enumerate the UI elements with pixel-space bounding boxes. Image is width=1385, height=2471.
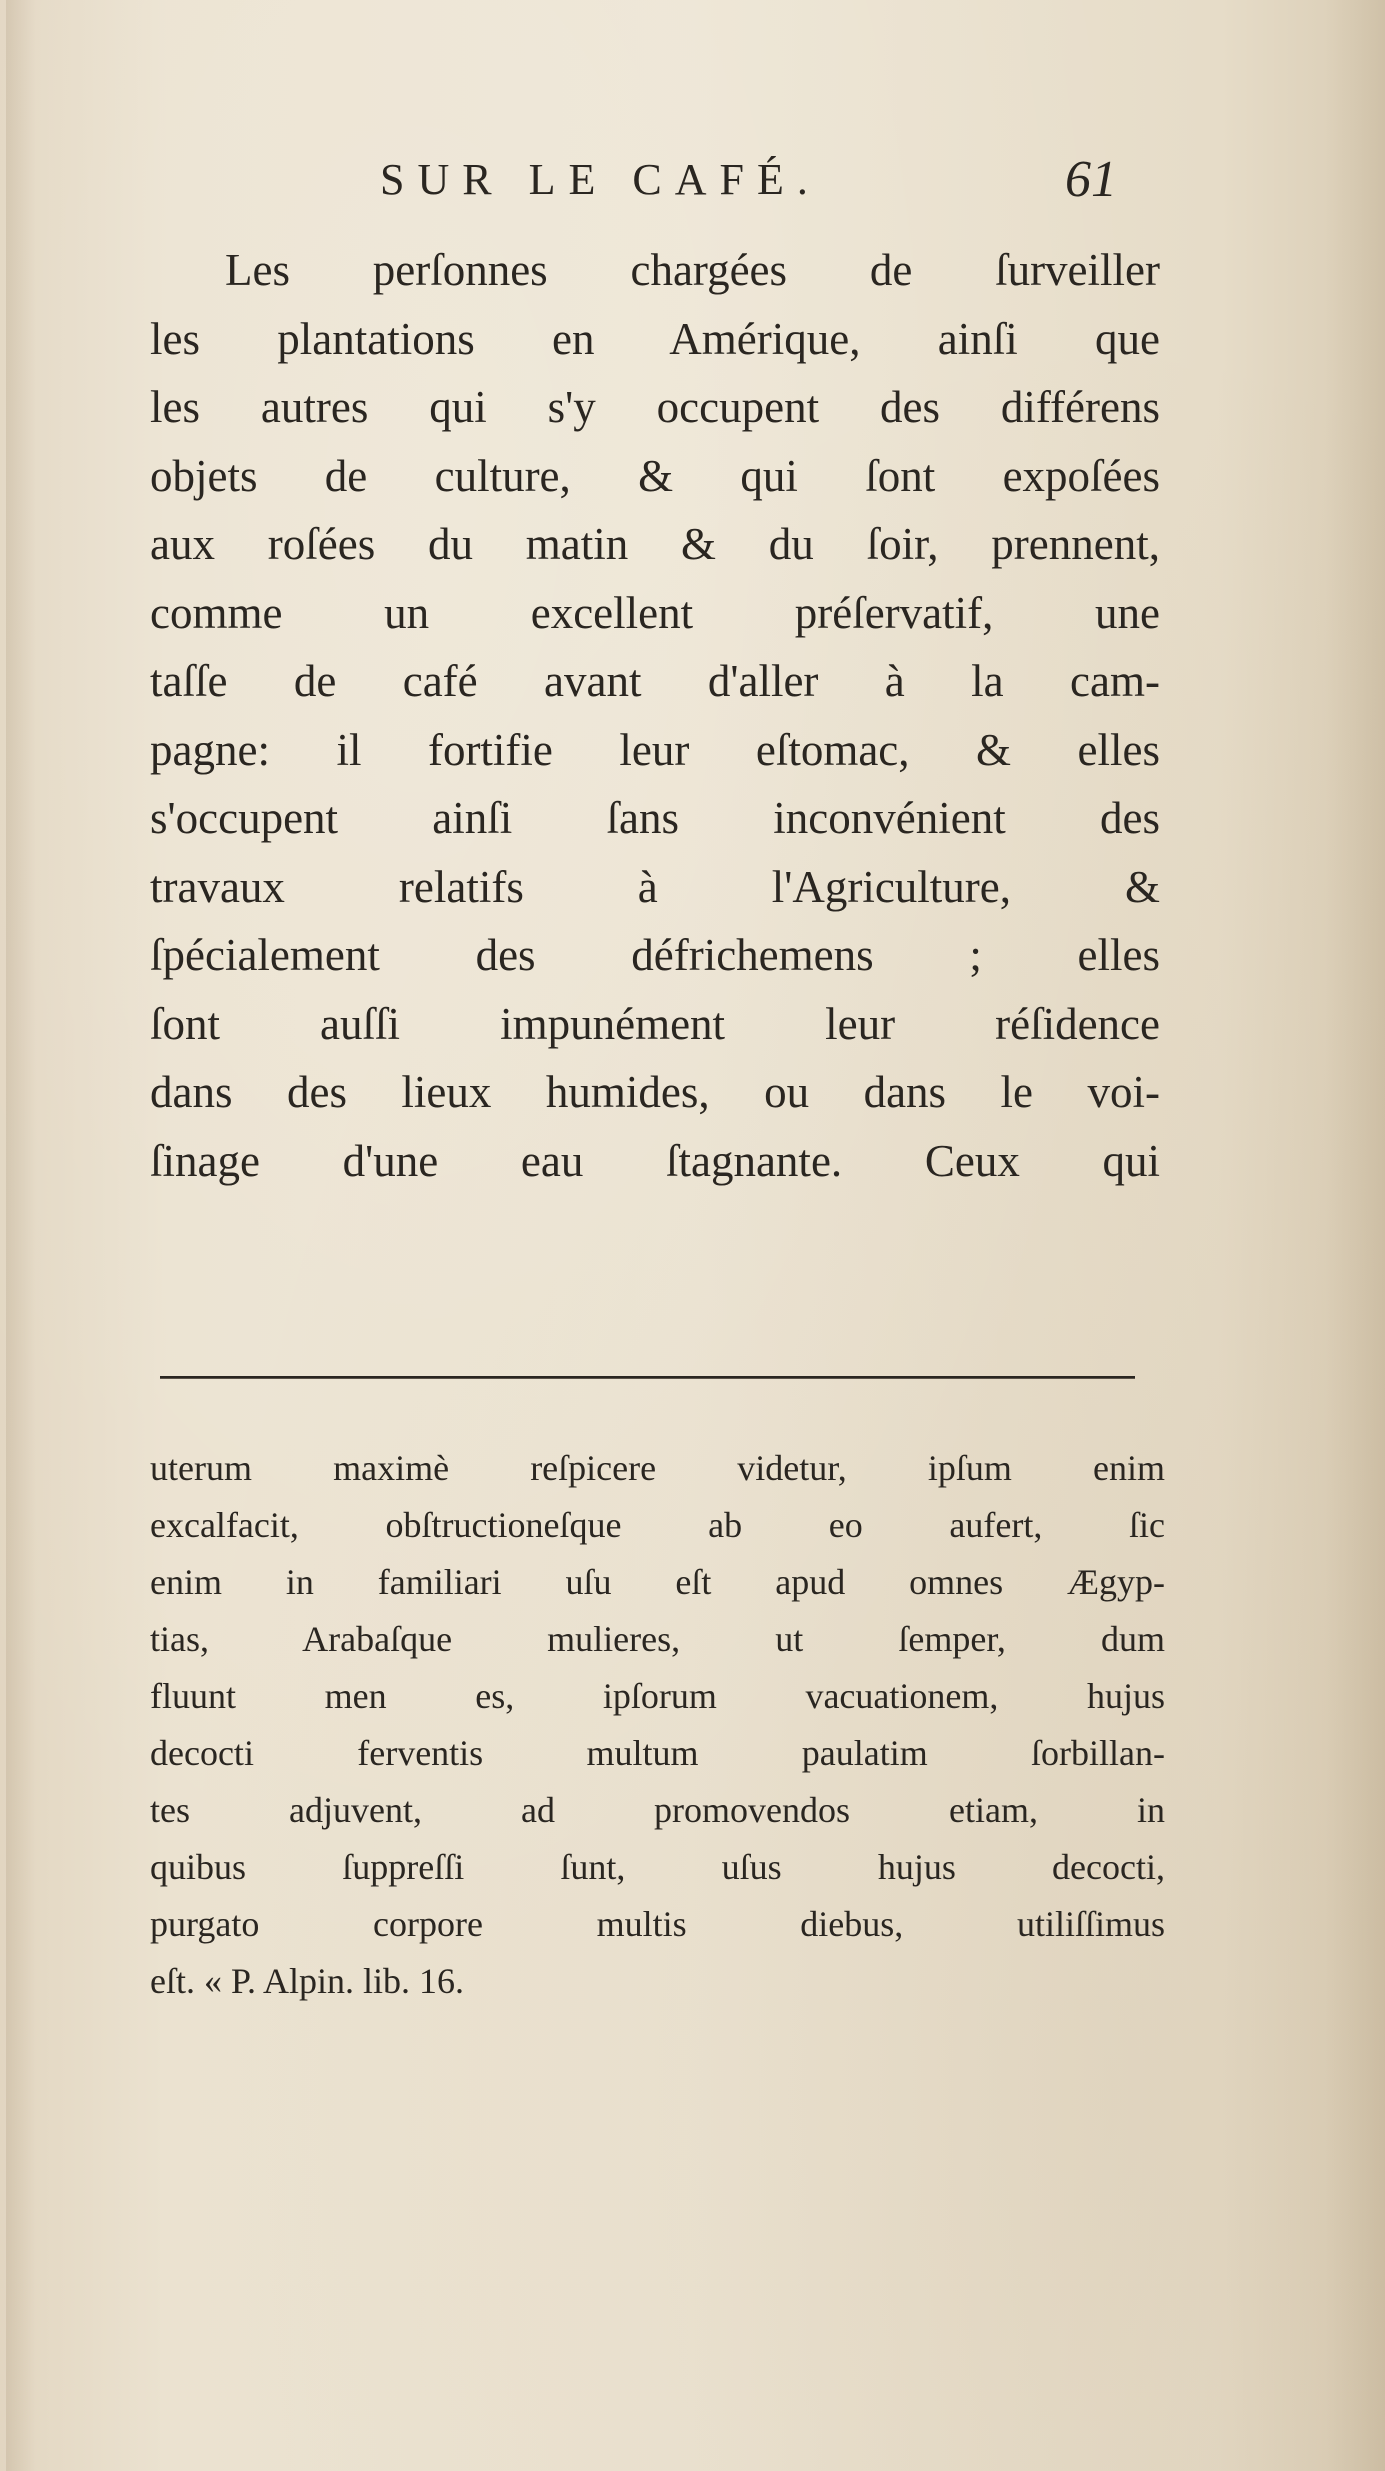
footnote-line: eſt. « P. Alpin. lib. 16. — [150, 1961, 465, 2001]
main-text-line: s'occupent ainſi ſans inconvénient des — [150, 793, 1160, 843]
main-text-line: dans des lieux humides, ou dans le voi- — [150, 1067, 1160, 1117]
page-edge-shadow — [1325, 0, 1385, 2471]
footnote-block — [150, 1440, 1165, 2010]
footnote-line: quibus ſuppreſſi ſunt, uſus hujus decocti, — [150, 1847, 1165, 1887]
main-text-line: aux roſées du matin & du ſoir, prennent, — [150, 519, 1160, 569]
footnote-line: decocti ferventis multum paulatim ſorbillan- — [150, 1733, 1165, 1773]
footnote-line: tes adjuvent, ad promovendos etiam, in — [150, 1790, 1165, 1830]
main-text-line: travaux relatifs à l'Agriculture, & — [150, 861, 1160, 912]
footnote-line: uterum maximè reſpicere videtur, ipſum enim — [150, 1448, 1165, 1488]
main-text-line: pagne: il fortifie leur eſtomac, & elles — [150, 724, 1160, 775]
page-gutter-shadow — [6, 0, 36, 2471]
main-text-line: comme un excellent préſervatif, une — [150, 587, 1160, 638]
footnote-separator-rule — [160, 1376, 1135, 1379]
footnote-line: excalfacit, obſtructioneſque ab eo aufert, ſic — [150, 1505, 1165, 1545]
main-text-line: ſinage d'une eau ſtagnante. Ceux qui — [150, 1135, 1160, 1186]
footnote-line: tias, Arabaſque mulieres, ut ſemper, dum — [150, 1619, 1165, 1659]
main-text-line: Les perſonnes chargées de ſurveiller — [225, 245, 1160, 295]
footnote-line: purgato corpore multis diebus, utiliſſimus — [150, 1904, 1165, 1944]
page-number: 61 — [1065, 151, 1117, 208]
main-text-line: taſſe de café avant d'aller à la cam- — [150, 656, 1160, 706]
main-text-line: objets de culture, & qui ſont expoſées — [150, 450, 1160, 501]
main-text-line: les plantations en Amérique, ainſi que — [150, 313, 1160, 364]
footnote-line: enim in familiari uſu eſt apud omnes Ægyp- — [150, 1562, 1165, 1602]
running-head: SUR LE CAFÉ. — [380, 155, 821, 204]
footnote-line: fluunt men es, ipſorum vacuationem, hujus — [150, 1676, 1165, 1716]
main-text-line: les autres qui s'y occupent des différens — [150, 382, 1160, 432]
main-text-block — [150, 236, 1160, 1195]
main-text-line: ſont auſſi impunément leur réſidence — [150, 998, 1160, 1049]
main-text-line: ſpécialement des défrichemens ; elles — [150, 930, 1160, 980]
